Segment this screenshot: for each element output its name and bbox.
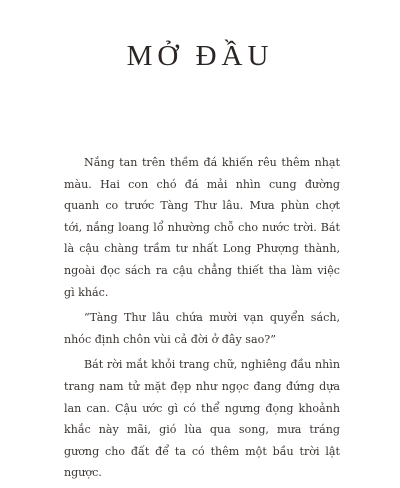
paragraph-3: Bát rời mắt khỏi trang chữ, nghiêng đầu nhìn trang nam tử mặt đẹp như ngọc đang đứng dựa lan can. Cậu ước gì có thể ngưng đọng khoảnh khắc này mãi, gió lùa qua song, mưa tráng gương cho đất để ta có thêm một bầu trời lật ngược. [64, 358, 340, 480]
chapter-title: MỞ ĐẦU [126, 40, 274, 72]
paragraph-2: “Tàng Thư lâu chứa mười vạn quyển sách, nhóc định chôn vùi cả đời ở đây sao?” [64, 311, 340, 346]
chapter-body [64, 152, 340, 488]
paragraph-1: Nắng tan trên thềm đá khiến rêu thêm nhạt màu. Hai con chó đá mải nhìn cung đường quanh co trước Tàng Thư lâu. Mưa phùn chợt tới, nắng loang lổ nhường chỗ cho nước trời. Bát là cậu chàng trầm tư nhất Long Phượng thành, ngoài đọc sách ra cậu chẳng thiết tha làm việc gì khác. [64, 156, 340, 299]
